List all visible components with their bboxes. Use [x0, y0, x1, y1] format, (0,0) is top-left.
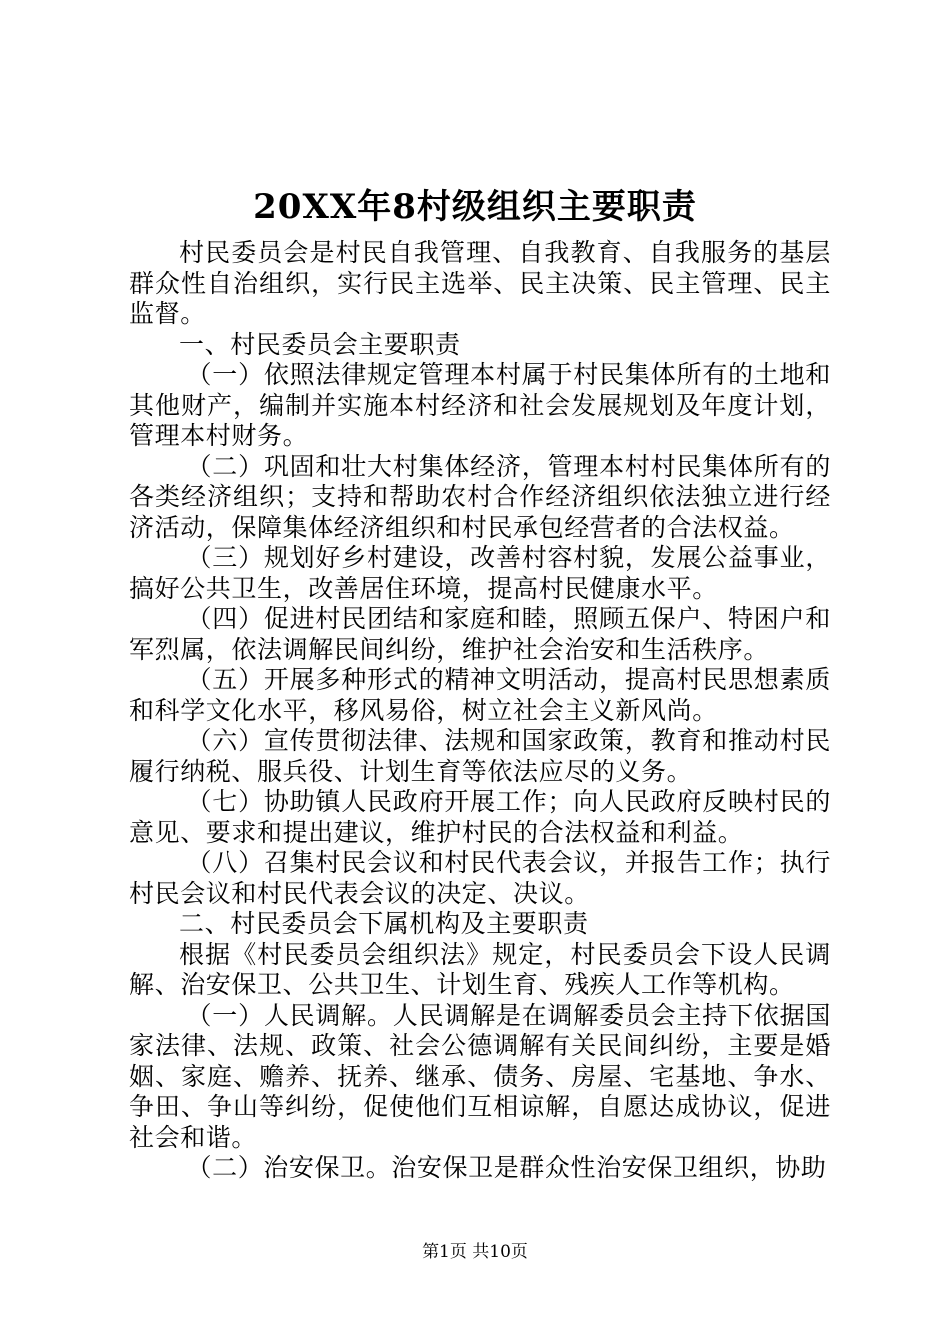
- paragraph: （七）协助镇人民政府开展工作；向人民政府反映村民的意见、要求和提出建议，维护村民的合法权益和利益。: [129, 787, 831, 847]
- paragraph: （二）治安保卫。治安保卫是群众性治安保卫组织，协助: [186, 1153, 827, 1182]
- document-body: [129, 238, 831, 1184]
- document-title: 20XX年8村级组织主要职责: [253, 187, 697, 227]
- paragraph: （四）促进村民团结和家庭和睦，照顾五保户、特困户和军烈属，依法调解民间纠纷，维护社会治安和生活秩序。: [129, 604, 831, 664]
- paragraph: （三）规划好乡村建设，改善村容村貌，发展公益事业，搞好公共卫生，改善居住环境，提高村民健康水平。: [129, 543, 831, 603]
- paragraph: （二）巩固和壮大村集体经济，管理本村村民集体所有的各类经济组织；支持和帮助农村合作经济组织依法独立进行经济活动，保障集体经济组织和村民承包经营者的合法权益。: [129, 451, 831, 542]
- paragraph: 一、村民委员会主要职责: [179, 329, 461, 359]
- paragraph: 村民委员会是村民自我管理、自我教育、自我服务的基层群众性自治组织，实行民主选举、民主决策、民主管理、民主监督。: [129, 238, 831, 328]
- paragraph: （六）宣传贯彻法律、法规和国家政策，教育和推动村民履行纳税、服兵役、计划生育等依法应尽的义务。: [129, 726, 831, 786]
- paragraph: 二、村民委员会下属机构及主要职责: [179, 909, 589, 938]
- paragraph: （一）人民调解。人民调解是在调解委员会主持下依据国家法律、法规、政策、社会公德调解有关民间纠纷，主要是婚姻、家庭、赡养、抚养、继承、债务、房屋、宅基地、争水、争田、争山等纠纷，促使他们互相谅解，自愿达成协议，促进社会和谐。: [129, 1000, 831, 1152]
- paragraph: （八）召集村民会议和村民代表会议，并报告工作；执行村民会议和村民代表会议的决定、决议。: [129, 848, 831, 908]
- paragraph: （一）依照法律规定管理本村属于村民集体所有的土地和其他财产，编制并实施本村经济和社会发展规划及年度计划，管理本村财务。: [129, 360, 831, 450]
- paragraph: （五）开展多种形式的精神文明活动，提高村民思想素质和科学文化水平，移风易俗，树立社会主义新风尚。: [129, 665, 831, 725]
- page-footer: 第1页 共10页: [422, 1242, 528, 1262]
- paragraph: 根据《村民委员会组织法》规定，村民委员会下设人民调解、治安保卫、公共卫生、计划生育、残疾人工作等机构。: [129, 939, 831, 999]
